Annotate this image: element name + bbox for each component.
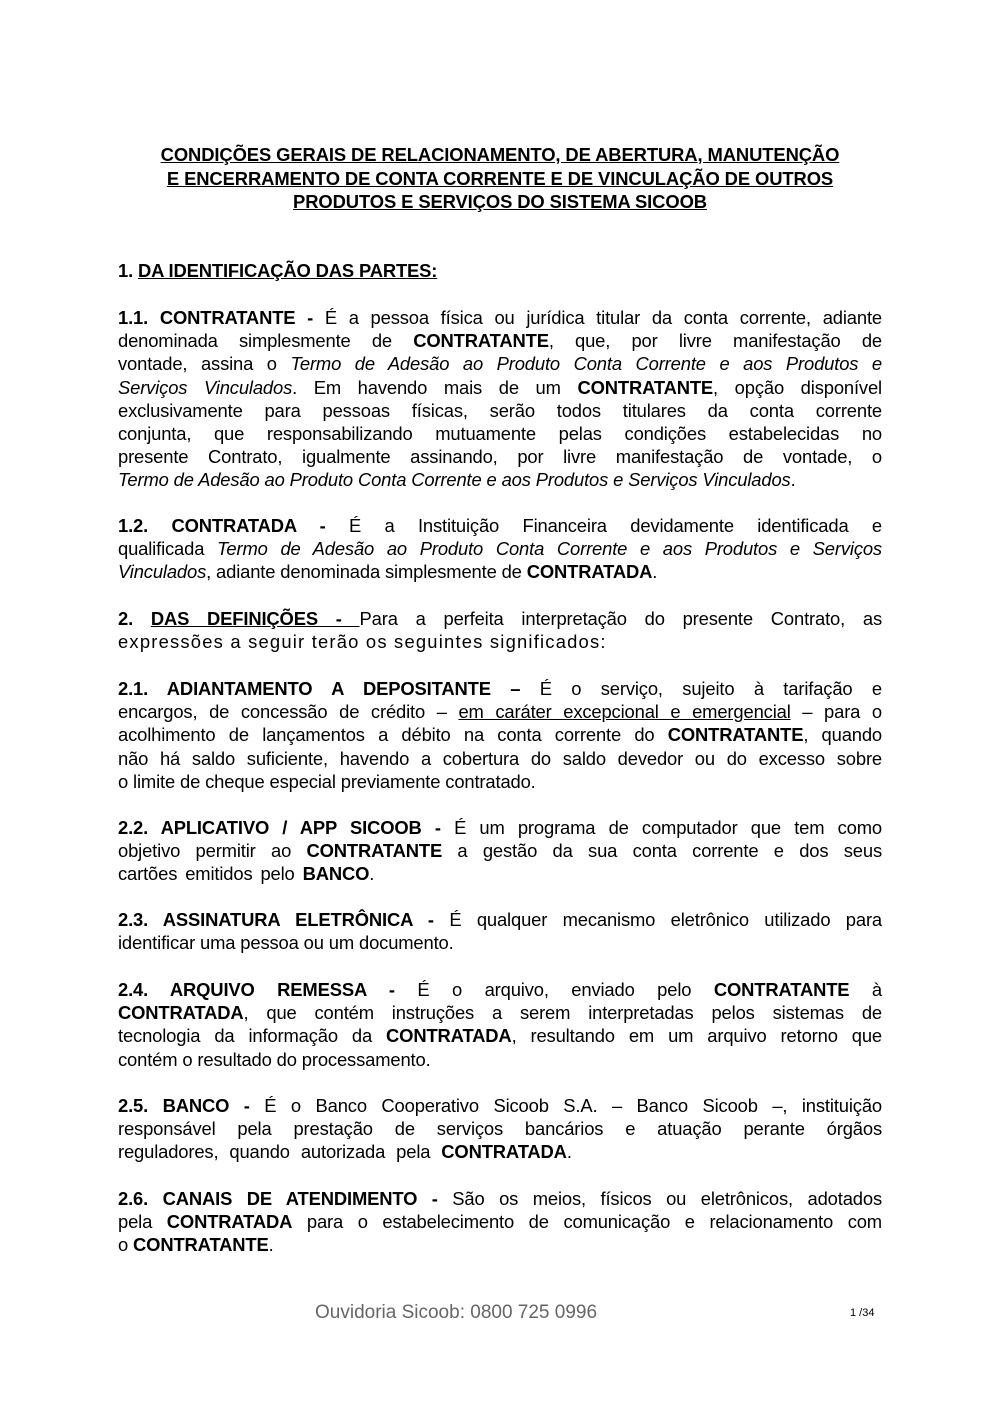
document-reference: Termo de Adesão ao Produto Conta Corrente e aos Produtos e <box>290 353 882 375</box>
document-title <box>118 143 882 214</box>
page-current: 1 <box>850 1307 857 1319</box>
text: É o arquivo, enviado pelo <box>417 979 714 1000</box>
text: Para a perfeita interpretação do presente Contrato, as <box>359 608 883 629</box>
text: encargos, de concessão de crédito – <box>118 701 459 723</box>
text: exclusivamente para pessoas físicas, serão todos titulares da conta corrente <box>118 399 882 421</box>
section-heading: DAS DEFINIÇÕES - <box>150 608 360 629</box>
clause-2-6 <box>118 1187 882 1257</box>
text: É a Instituição Financeira devidamente identificada e <box>349 515 882 536</box>
text: reguladores, quando autorizada pela <box>118 1141 442 1163</box>
term: CONTRATANTE <box>306 840 443 862</box>
term: CONTRATANTE <box>713 979 850 1000</box>
text: . <box>268 1234 274 1256</box>
clause-label: 2.6. CANAIS DE ATENDIMENTO - <box>118 1188 453 1209</box>
text: . <box>369 863 375 885</box>
text: . <box>566 1141 572 1163</box>
document-reference: Termo de Adesão ao Produto Conta Corrente e aos Produtos e Serviços Vinculados <box>118 469 791 491</box>
clause-label: 1.1. CONTRATANTE - <box>118 307 325 328</box>
text: , que contém instruções a serem interpretadas pelos sistemas de <box>243 1002 882 1024</box>
clause-1-1 <box>118 306 882 492</box>
clause-2-4 <box>118 978 882 1071</box>
term: CONTRATADA <box>441 1141 567 1163</box>
clause-2-3 <box>118 908 882 954</box>
text: expressões a seguir terão os seguintes significados: <box>118 631 607 653</box>
clause-2-1 <box>118 677 882 793</box>
term: CONTRATADA <box>118 1002 244 1024</box>
page-number <box>850 1307 874 1319</box>
text: contém o resultado do processamento. <box>118 1048 431 1070</box>
text: . <box>790 469 796 491</box>
section-number: 2. <box>118 608 151 629</box>
text: à <box>849 979 883 1000</box>
text: , que, por livre manifestação de <box>548 330 882 352</box>
clause-label: 1.2. CONTRATADA - <box>118 515 350 536</box>
text: responsável pela prestação de serviços bancários e atuação perante órgãos <box>118 1118 882 1140</box>
text: . Em havendo mais de um <box>292 376 578 398</box>
text: – para o <box>790 701 882 723</box>
emphasis: em caráter excepcional e emergencial <box>458 701 791 723</box>
clause-label: 2.5. BANCO - <box>118 1095 265 1116</box>
section-heading: DA IDENTIFICAÇÃO DAS PARTES: <box>138 260 438 281</box>
term: CONTRATADA <box>166 1211 293 1233</box>
section-2 <box>118 607 882 653</box>
text: É o serviço, sujeito à tarifação e <box>539 678 882 699</box>
term: CONTRATADA <box>526 561 653 583</box>
clause-label: 2.1. ADIANTAMENTO A DEPOSITANTE – <box>118 678 540 699</box>
text: o <box>118 1234 134 1256</box>
text: tecnologia da informação da <box>118 1025 387 1047</box>
text: É o Banco Cooperativo Sicoob S.A. – Banco Sicoob –, instituição <box>264 1095 883 1116</box>
document-reference: Termo de Adesão ao Produto Conta Corrente e aos Produtos e Serviços <box>217 538 882 560</box>
clause-2-5 <box>118 1094 882 1164</box>
text: o limite de cheque especial previamente contratado. <box>118 770 536 792</box>
title-line: E ENCERRAMENTO DE CONTA CORRENTE E DE VINCULAÇÃO DE OUTROS <box>166 167 834 189</box>
text: não há saldo suficiente, havendo a cobertura do saldo devedor ou do excesso sobre <box>118 747 882 769</box>
text: identificar uma pessoa ou um documento. <box>118 932 454 954</box>
text: É a pessoa física ou jurídica titular da conta corrente, adiante <box>324 307 882 328</box>
text: . <box>652 561 658 583</box>
term: CONTRATANTE <box>577 376 714 398</box>
text: pela <box>118 1211 167 1233</box>
page-total: /34 <box>856 1307 875 1319</box>
text: acolhimento de lançamentos a débito na conta corrente do <box>118 724 668 746</box>
title-line: CONDIÇÕES GERAIS DE RELACIONAMENTO, DE ABERTURA, MANUTENÇÃO <box>160 144 840 165</box>
term: CONTRATANTE <box>667 724 804 746</box>
text: denominada simplesmente de <box>118 330 414 352</box>
text: , resultando em um arquivo retorno que <box>511 1025 882 1047</box>
text: São os meios, físicos ou eletrônicos, adotados <box>452 1188 882 1209</box>
clause-label: 2.3. ASSINATURA ELETRÔNICA - <box>118 909 450 930</box>
clause-2-2 <box>118 816 882 886</box>
text: presente Contrato, igualmente assinando, por livre manifestação de vontade, o <box>118 446 882 468</box>
text: qualificada <box>118 538 218 560</box>
text: , opção disponível <box>713 376 882 398</box>
term: CONTRATANTE <box>413 330 549 352</box>
text: conjunta, que responsabilizando mutuamente pelas condições estabelecidas no <box>118 423 882 445</box>
term: CONTRATADA <box>386 1025 512 1047</box>
title-line: PRODUTOS E SERVIÇOS DO SISTEMA SICOOB <box>293 191 707 212</box>
text: , adiante denominada simplesmente de <box>206 561 527 583</box>
text: cartões emitidos pelo <box>118 863 303 885</box>
document-reference: Vinculados <box>118 561 207 583</box>
footer-ombudsman-phone: Ouvidoria Sicoob: 0800 725 0996 <box>315 1302 598 1323</box>
section-number: 1. <box>118 260 138 281</box>
section-1-heading <box>118 259 882 282</box>
text: , quando <box>803 724 882 746</box>
term: CONTRATANTE <box>133 1234 269 1256</box>
text: vontade, assina o <box>118 353 291 375</box>
text: objetivo permitir ao <box>118 840 307 862</box>
text: a gestão da sua conta corrente e dos seus <box>442 840 882 862</box>
document-reference: Serviços Vinculados <box>118 376 293 398</box>
text: para o estabelecimento de comunicação e relacionamento com <box>292 1211 882 1233</box>
clause-1-2 <box>118 514 882 584</box>
term: BANCO <box>302 863 370 885</box>
clause-label: 2.2. APLICATIVO / APP SICOOB - <box>118 817 455 838</box>
text: É um programa de computador que tem como <box>454 817 882 838</box>
clause-label: 2.4. ARQUIVO REMESSA - <box>118 979 418 1000</box>
text: É qualquer mecanismo eletrônico utilizado para <box>449 909 883 930</box>
